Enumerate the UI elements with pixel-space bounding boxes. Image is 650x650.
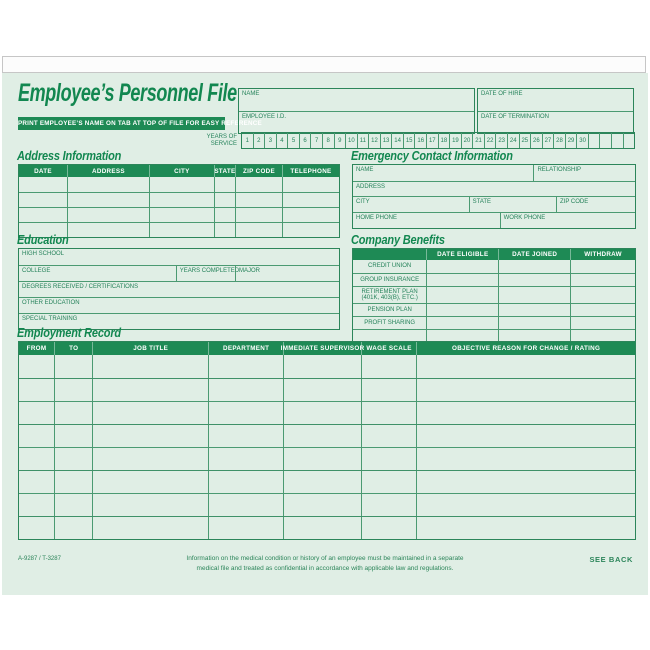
- medical-notice-line1: Information on the medical condition or history of an employee must be maintained in a separate: [186, 555, 464, 562]
- empty-cell: [208, 448, 283, 470]
- emergency-work-phone-cell: [500, 213, 635, 228]
- table-row: [19, 447, 635, 470]
- medical-notice: [2, 554, 648, 573]
- emergency-address-cell: [353, 182, 635, 196]
- date-of-hire-field: [478, 89, 633, 111]
- years-cell: 23: [495, 133, 507, 148]
- name-label: NAME: [242, 90, 260, 97]
- years-cell: 6: [299, 133, 311, 148]
- empty-cell: [426, 317, 498, 329]
- years-cell: 30: [576, 133, 588, 148]
- years-cell: 13: [380, 133, 392, 148]
- years-cell: 20: [461, 133, 473, 148]
- empty-cell: [416, 471, 635, 493]
- section-title-education: Education: [17, 233, 69, 247]
- column-header: TO: [54, 342, 92, 355]
- empty-cell: [92, 402, 208, 424]
- years-cell: 3: [264, 133, 276, 148]
- empty-cell: [19, 177, 67, 192]
- high-school-cell: [19, 249, 339, 265]
- empty-cell: [283, 402, 361, 424]
- table-row: [19, 378, 635, 401]
- date-of-termination-field: [478, 111, 633, 133]
- see-back-label: SEE BACK: [589, 555, 633, 564]
- table-row: [19, 493, 635, 516]
- empty-cell: [54, 494, 92, 516]
- empty-cell: [570, 304, 635, 316]
- years-cell-blank: [623, 133, 635, 148]
- years-cell: 4: [276, 133, 288, 148]
- empty-cell: [498, 287, 570, 303]
- empty-cell: [283, 471, 361, 493]
- years-cell: 18: [438, 133, 450, 148]
- column-header: STATE: [214, 165, 235, 177]
- name-cell: [239, 89, 474, 111]
- empty-cell: [361, 425, 416, 447]
- years-cell: 17: [426, 133, 438, 148]
- empty-cell: [54, 402, 92, 424]
- empty-cell: [498, 304, 570, 316]
- empty-cell: [149, 177, 214, 192]
- empty-cell: [361, 355, 416, 378]
- empty-cell: [283, 448, 361, 470]
- empty-cell: [416, 494, 635, 516]
- years-of-service-label-line2: SERVICE: [210, 140, 237, 147]
- section-title-employment-record: Employment Record: [17, 326, 121, 340]
- special-training-label: SPECIAL TRAINING: [22, 315, 78, 322]
- empty-cell: [19, 494, 54, 516]
- date-of-termination-label: DATE OF TERMINATION: [481, 113, 550, 120]
- employment-table: [18, 341, 636, 540]
- empty-cell: [283, 494, 361, 516]
- empty-cell: [498, 330, 570, 341]
- column-header: DEPARTMENT: [208, 342, 283, 355]
- years-of-service-label-line1: YEARS OF: [206, 134, 237, 140]
- emergency-name-label: NAME: [356, 166, 374, 173]
- empty-cell: [208, 517, 283, 539]
- empty-cell: [426, 274, 498, 286]
- empty-cell: [208, 355, 283, 378]
- column-header: ZIP CODE: [235, 165, 282, 177]
- empty-cell: [282, 208, 339, 222]
- date-of-hire-cell: [478, 89, 633, 111]
- column-header: WAGE SCALE: [361, 342, 416, 355]
- empty-cell: [498, 274, 570, 286]
- empty-cell: [67, 177, 149, 192]
- empty-cell: [235, 193, 282, 207]
- empty-cell: [570, 330, 635, 341]
- education-row-other: [19, 297, 339, 313]
- major-cell: [235, 266, 339, 281]
- emergency-contact-box: [352, 164, 636, 229]
- years-cell: 29: [565, 133, 577, 148]
- empty-cell: [498, 317, 570, 329]
- row-label-cell: PENSION PLAN: [367, 306, 412, 313]
- education-row-college: [19, 265, 339, 281]
- empty-cell: [214, 177, 235, 192]
- empty-cell: [283, 425, 361, 447]
- column-header: DATE JOINED: [498, 249, 570, 260]
- empty-cell: [426, 330, 498, 341]
- table-row: [19, 401, 635, 424]
- years-cell: 8: [322, 133, 334, 148]
- table-row: [19, 516, 635, 539]
- years-completed-cell: [176, 266, 240, 281]
- other-education-cell: [19, 298, 339, 313]
- emergency-home-phone-cell: [353, 213, 500, 228]
- empty-cell: [208, 471, 283, 493]
- tagline-banner: PRINT EMPLOYEE’S NAME ON TAB AT TOP OF FILE FOR EASY REFERENCE: [18, 117, 225, 130]
- degrees-cell: [19, 282, 339, 297]
- empty-cell: [19, 471, 54, 493]
- empty-cell: [282, 193, 339, 207]
- empty-cell: [92, 425, 208, 447]
- empty-cell: [416, 517, 635, 539]
- empty-cell: [19, 517, 54, 539]
- empty-cell: [570, 274, 635, 286]
- years-cell: 15: [403, 133, 415, 148]
- section-title-address-information: Address Information: [17, 149, 122, 163]
- emergency-zip-cell: [556, 197, 635, 212]
- empty-cell: [361, 471, 416, 493]
- empty-cell: [498, 260, 570, 273]
- empty-cell: [283, 379, 361, 401]
- empty-cell: [92, 448, 208, 470]
- table-row: [19, 470, 635, 493]
- empty-cell: [67, 193, 149, 207]
- years-cell: 22: [484, 133, 496, 148]
- medical-notice-line2: medical file and treated as confidential in accordance with applicable law and regulations.: [196, 564, 454, 572]
- emergency-relationship-label: RELATIONSHIP: [537, 166, 582, 173]
- name-id-box: [238, 88, 475, 134]
- education-row-degrees: [19, 281, 339, 297]
- high-school-label: HIGH SCHOOL: [22, 250, 65, 257]
- empty-cell: [282, 223, 339, 237]
- empty-cell: [282, 177, 339, 192]
- empty-cell: [570, 260, 635, 273]
- column-header: TELEPHONE: [282, 165, 339, 177]
- empty-cell: [208, 494, 283, 516]
- years-cell: 1: [245, 137, 249, 144]
- empty-cell: [214, 208, 235, 222]
- empty-cell: [416, 448, 635, 470]
- empty-cell: [54, 471, 92, 493]
- empty-cell: [19, 448, 54, 470]
- years-cell: 21: [472, 133, 484, 148]
- years-cell-blank: [588, 133, 600, 148]
- emergency-row-city-state-zip: [353, 196, 635, 212]
- table-row: [353, 260, 635, 273]
- emergency-relationship-cell: [533, 165, 635, 181]
- name-field: [239, 89, 474, 111]
- row-label-cell: RETIREMENT PLAN (401K, 403(B), ETC.): [361, 288, 418, 301]
- empty-cell: [67, 208, 149, 222]
- empty-cell: [67, 223, 149, 237]
- years-cell: 24: [507, 133, 519, 148]
- emergency-home-phone-label: HOME PHONE: [356, 214, 398, 221]
- table-row: [19, 177, 339, 192]
- emergency-row-address: [353, 181, 635, 196]
- employee-id-label: EMPLOYEE I.D.: [242, 113, 287, 120]
- personnel-file-form: [2, 73, 648, 595]
- empty-cell: [92, 379, 208, 401]
- section-title-emergency-contact: Emergency Contact Information: [351, 149, 513, 163]
- benefits-table-header: [353, 249, 635, 260]
- empty-cell: [92, 355, 208, 378]
- empty-cell: [416, 402, 635, 424]
- empty-cell: [54, 517, 92, 539]
- empty-cell: [19, 379, 54, 401]
- table-row: [353, 273, 635, 286]
- benefits-table: [352, 248, 636, 342]
- employment-table-body: [19, 355, 635, 539]
- years-cell: 9: [334, 133, 346, 148]
- table-row: [353, 316, 635, 329]
- empty-cell: [54, 379, 92, 401]
- years-cell: 27: [542, 133, 554, 148]
- date-of-hire-label: DATE OF HIRE: [481, 90, 523, 97]
- years-cell: 5: [287, 133, 299, 148]
- row-label-cell: [353, 330, 426, 341]
- years-cell: 11: [357, 133, 369, 148]
- empty-cell: [570, 287, 635, 303]
- emergency-city-cell: [353, 197, 469, 212]
- employment-table-header: [19, 342, 635, 355]
- years-cell: 12: [368, 133, 380, 148]
- table-row: [19, 424, 635, 447]
- empty-cell: [92, 471, 208, 493]
- empty-cell: [361, 448, 416, 470]
- empty-cell: [149, 223, 214, 237]
- empty-cell: [361, 402, 416, 424]
- years-of-service-row: [241, 132, 635, 149]
- employee-id-field: [239, 111, 474, 133]
- empty-cell: [426, 304, 498, 316]
- years-cell: 10: [345, 133, 357, 148]
- emergency-state-cell: [469, 197, 556, 212]
- empty-cell: [283, 517, 361, 539]
- empty-cell: [19, 425, 54, 447]
- empty-cell: [19, 402, 54, 424]
- empty-cell: [92, 494, 208, 516]
- empty-cell: [149, 193, 214, 207]
- empty-cell: [416, 355, 635, 378]
- empty-cell: [426, 260, 498, 273]
- emergency-work-phone-label: WORK PHONE: [503, 214, 546, 221]
- table-row: [353, 329, 635, 341]
- empty-cell: [235, 177, 282, 192]
- empty-cell: [570, 317, 635, 329]
- empty-cell: [361, 494, 416, 516]
- major-label: MAJOR: [238, 267, 260, 274]
- row-label-cell: PROFIT SHARING: [364, 319, 416, 326]
- benefits-table-body: [353, 260, 635, 341]
- column-header: DATE ELIGIBLE: [426, 249, 498, 260]
- hire-dates-box: [477, 88, 634, 134]
- college-cell: [19, 266, 176, 281]
- years-cell: 28: [553, 133, 565, 148]
- years-cell: 26: [530, 133, 542, 148]
- empty-cell: [214, 193, 235, 207]
- years-cell: 7: [310, 133, 322, 148]
- empty-cell: [361, 517, 416, 539]
- empty-cell: [235, 223, 282, 237]
- empty-cell: [92, 517, 208, 539]
- table-row: [19, 192, 339, 207]
- empty-cell: [54, 355, 92, 378]
- years-completed-label: YEARS COMPLETED: [179, 267, 240, 274]
- column-header: WITHDRAW: [570, 249, 635, 260]
- empty-cell: [19, 355, 54, 378]
- address-table: [18, 164, 340, 238]
- degrees-label: DEGREES RECEIVED / CERTIFICATIONS: [22, 283, 139, 290]
- emergency-name-cell: [353, 165, 533, 181]
- emergency-row-phones: [353, 212, 635, 228]
- empty-cell: [19, 208, 67, 222]
- education-row-high-school: [19, 249, 339, 265]
- address-table-body: [19, 177, 339, 237]
- empty-cell: [19, 193, 67, 207]
- column-header: IMMEDIATE SUPERVISOR: [283, 342, 361, 355]
- empty-cell: [54, 425, 92, 447]
- other-education-label: OTHER EDUCATION: [22, 299, 80, 306]
- date-of-termination-cell: [478, 112, 633, 133]
- college-label: COLLEGE: [22, 267, 51, 274]
- employee-id-cell: [239, 112, 474, 133]
- emergency-zip-label: ZIP CODE: [560, 198, 589, 205]
- empty-cell: [416, 379, 635, 401]
- empty-cell: [208, 379, 283, 401]
- emergency-state-label: STATE: [472, 198, 492, 205]
- empty-cell: [54, 448, 92, 470]
- form-code: A-9287 / T-3287: [18, 556, 61, 562]
- row-label-cell: GROUP INSURANCE: [360, 276, 420, 283]
- emergency-row-name: [353, 165, 635, 181]
- page-title: Employee’s Personnel File: [18, 79, 237, 107]
- years-of-service-label: [175, 134, 237, 147]
- education-box: [18, 248, 340, 330]
- folder-top-edge: [2, 56, 646, 73]
- empty-cell: [235, 208, 282, 222]
- column-header: JOB TITLE: [92, 342, 208, 355]
- emergency-city-label: CITY: [356, 198, 370, 205]
- column-header: DATE: [34, 167, 52, 175]
- empty-cell: [416, 425, 635, 447]
- row-label-cell: CREDIT UNION: [368, 263, 412, 270]
- emergency-address-label: ADDRESS: [356, 183, 386, 190]
- years-cell: 16: [414, 133, 426, 148]
- years-cell-blank: [599, 133, 611, 148]
- table-row: [353, 303, 635, 316]
- column-header: ADDRESS: [67, 165, 149, 177]
- address-table-header: [19, 165, 339, 177]
- empty-cell: [149, 208, 214, 222]
- empty-cell: [214, 223, 235, 237]
- years-cell-blank: [611, 133, 623, 148]
- empty-cell: [283, 355, 361, 378]
- table-row: [353, 286, 635, 303]
- column-header: CITY: [149, 165, 214, 177]
- column-header: [353, 249, 426, 260]
- empty-cell: [208, 425, 283, 447]
- years-cell: 19: [449, 133, 461, 148]
- table-row: [19, 207, 339, 222]
- table-row: [19, 355, 635, 378]
- empty-cell: [208, 402, 283, 424]
- column-header: OBJECTIVE REASON FOR CHANGE / RATING: [416, 342, 635, 355]
- years-cell: 2: [253, 133, 265, 148]
- empty-cell: [361, 379, 416, 401]
- years-cell: 25: [519, 133, 531, 148]
- empty-cell: [426, 287, 498, 303]
- years-cell: 14: [391, 133, 403, 148]
- section-title-company-benefits: Company Benefits: [351, 233, 445, 247]
- column-header: FROM: [26, 345, 47, 352]
